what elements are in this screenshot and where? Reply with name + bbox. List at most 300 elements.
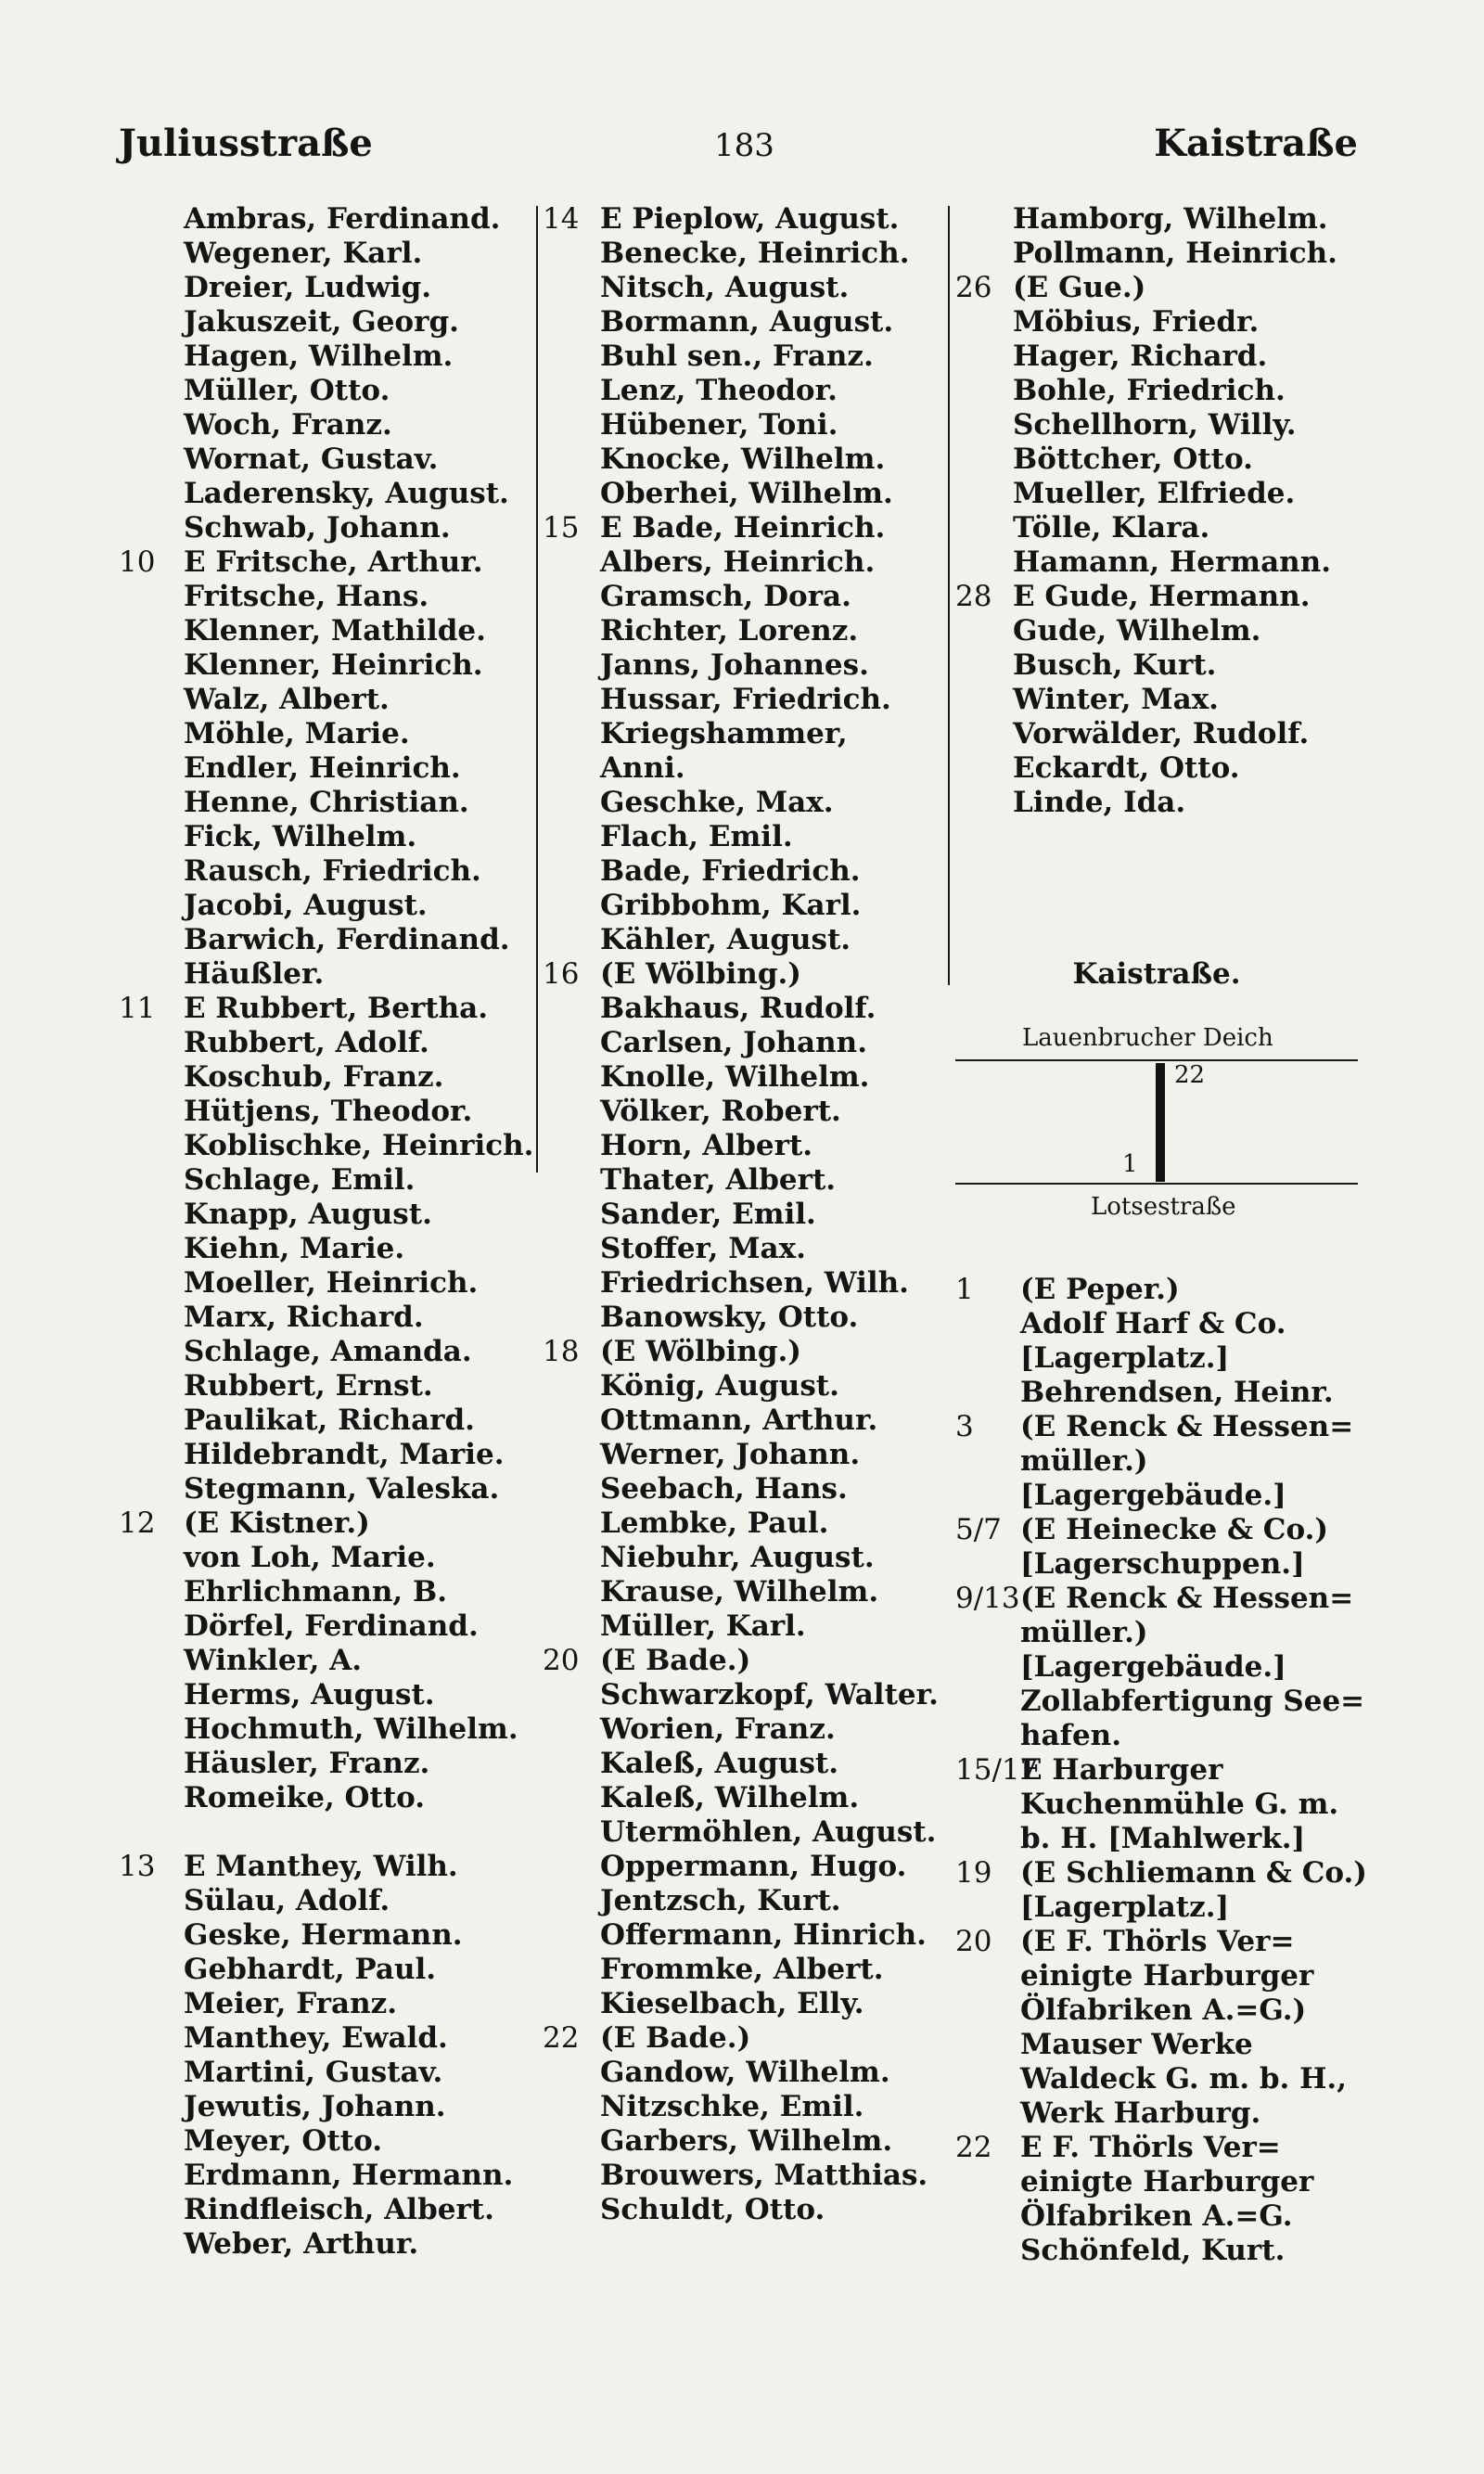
list-item <box>955 1547 1363 1582</box>
resident-entry: Oberhei, Wilhelm. <box>600 477 893 510</box>
resident-entry: Albers, Heinrich. <box>600 545 876 579</box>
list-item <box>119 477 531 511</box>
resident-entry: hafen. <box>1020 1719 1122 1752</box>
list-item <box>119 2090 531 2124</box>
list-item <box>119 1301 531 1335</box>
resident-entry: Stoffer, Max. <box>600 1232 806 1265</box>
list-item <box>955 1376 1363 1410</box>
list-item <box>543 2056 943 2090</box>
list-item <box>955 786 1363 820</box>
resident-entry: Friedrichsen, Wilh. <box>600 1266 909 1300</box>
list-item <box>543 1060 943 1095</box>
list-item <box>955 1685 1363 1719</box>
list-item <box>119 1438 531 1472</box>
list-item <box>543 271 943 305</box>
resident-entry: Häußler. <box>184 957 325 991</box>
resident-entry: [Lagerplatz.] <box>1020 1341 1230 1375</box>
resident-entry: Schlage, Amanda. <box>184 1335 472 1368</box>
resident-entry: Lenz, Theodor. <box>600 374 838 407</box>
list-item <box>119 271 531 305</box>
list-item <box>955 202 1363 237</box>
list-item <box>955 1719 1363 1753</box>
resident-entry: Lembke, Paul. <box>600 1506 829 1540</box>
resident-entry: Hamann, Hermann. <box>1013 545 1332 579</box>
list-item <box>955 305 1363 340</box>
list-item <box>955 1410 1363 1444</box>
list-item <box>543 202 943 237</box>
resident-entry: [Lagergebäude.] <box>1020 1479 1286 1512</box>
house-number: 16 <box>543 957 580 991</box>
list-item <box>543 1644 943 1678</box>
resident-entry: Winkler, A. <box>184 1644 363 1677</box>
resident-entry: Worien, Franz. <box>600 1712 836 1746</box>
list-item <box>543 1129 943 1163</box>
diagram-number-top: 22 <box>1174 1061 1206 1089</box>
list-item <box>955 1616 1363 1650</box>
list-item <box>119 889 531 923</box>
resident-entry: Hamborg, Wilhelm. <box>1013 202 1328 236</box>
list-item <box>119 202 531 237</box>
list-item <box>955 237 1363 271</box>
list-item <box>543 957 943 992</box>
resident-entry: Dörfel, Ferdinand. <box>184 1609 479 1643</box>
list-item <box>119 580 531 614</box>
resident-entry: Kiehn, Marie. <box>184 1232 405 1265</box>
resident-entry: Winter, Max. <box>1013 683 1219 716</box>
resident-entry: Seebach, Hans. <box>600 1472 848 1506</box>
list-item <box>119 1472 531 1506</box>
list-item <box>955 614 1363 648</box>
resident-entry: Niebuhr, August. <box>600 1541 875 1574</box>
list-item <box>119 1369 531 1404</box>
resident-entry: Klenner, Heinrich. <box>184 648 483 682</box>
list-item <box>119 2193 531 2227</box>
list-item <box>119 1541 531 1575</box>
resident-entry: Vorwälder, Rudolf. <box>1013 717 1310 750</box>
list-item <box>119 717 531 751</box>
list-item <box>119 1129 534 1163</box>
resident-entry: Schlage, Emil. <box>184 1163 416 1197</box>
list-item <box>543 1404 943 1438</box>
list-item <box>543 1678 943 1712</box>
list-item <box>543 408 943 442</box>
resident-entry: Werner, Johann. <box>600 1438 861 1471</box>
resident-entry: König, August. <box>600 1369 839 1403</box>
diagram-top-line <box>955 1059 1358 1061</box>
list-item <box>119 511 531 545</box>
list-item <box>119 992 531 1026</box>
resident-entry: Jewutis, Johann. <box>184 2090 446 2123</box>
header-left-street: Juliusstraße <box>119 122 373 165</box>
list-item <box>119 237 531 271</box>
column-2 <box>543 202 943 2227</box>
resident-entry: Kaleß, August. <box>600 1747 839 1780</box>
list-item <box>119 1884 531 1918</box>
section-title-row <box>955 957 1358 992</box>
list-item <box>955 1582 1363 1616</box>
list-item <box>543 442 943 477</box>
resident-entry: Gebhardt, Paul. <box>184 1953 437 1986</box>
resident-entry: Nitzschke, Emil. <box>600 2090 864 2123</box>
resident-entry: Waldeck G. m. b. H., <box>1020 2062 1348 2096</box>
list-item <box>955 2234 1363 2268</box>
list-item <box>955 1822 1363 1856</box>
list-item <box>543 786 943 820</box>
resident-entry: Marx, Richard. <box>184 1301 424 1334</box>
resident-entry: Janns, Johannes. <box>600 648 869 682</box>
list-item <box>955 1444 1363 1479</box>
resident-entry: Flach, Emil. <box>600 820 793 853</box>
resident-entry: Knocke, Wilhelm. <box>600 442 886 476</box>
resident-entry: E Rubbert, Bertha. <box>184 992 489 1025</box>
list-item <box>955 1788 1363 1822</box>
resident-entry: Nitsch, August. <box>600 271 850 304</box>
list-item <box>543 1987 943 2021</box>
list-item <box>543 1575 943 1609</box>
list-item <box>955 683 1363 717</box>
list-item <box>119 1953 531 1987</box>
resident-entry: Fick, Wilhelm. <box>184 820 417 853</box>
list-item <box>543 1232 943 1266</box>
resident-entry: E F. Thörls Ver= <box>1020 2131 1281 2164</box>
resident-entry: Rubbert, Adolf. <box>184 1026 429 1059</box>
house-number: 9/13 <box>955 1582 1020 1615</box>
list-item <box>955 751 1363 786</box>
list-item <box>955 374 1363 408</box>
house-number: 26 <box>955 271 992 304</box>
house-number: 3 <box>955 1410 974 1443</box>
diagram-top-label: Lauenbrucher Deich <box>1022 1024 1273 1052</box>
resident-entry: [Lagerschuppen.] <box>1020 1547 1305 1581</box>
list-item <box>119 442 531 477</box>
house-number: 14 <box>543 202 580 236</box>
list-item <box>543 340 943 374</box>
list-item <box>119 751 531 786</box>
resident-entry: Moeller, Heinrich. <box>184 1266 479 1300</box>
list-item <box>543 237 943 271</box>
resident-entry: Geske, Hermann. <box>184 1918 463 1952</box>
resident-entry: E Gude, Hermann. <box>1013 580 1311 613</box>
list-item <box>543 305 943 340</box>
resident-entry: Frommke, Albert. <box>600 1953 884 1986</box>
resident-entry: Bormann, August. <box>600 305 894 339</box>
list-item <box>119 1918 531 1953</box>
list-item <box>543 2159 943 2193</box>
list-item <box>543 2193 943 2227</box>
resident-entry: Hussar, Friedrich. <box>600 683 891 716</box>
list-item <box>543 854 943 889</box>
list-item <box>955 2062 1363 2096</box>
house-number: 13 <box>119 1850 156 1883</box>
list-item <box>955 442 1363 477</box>
resident-entry: Weber, Arthur. <box>184 2227 419 2261</box>
list-item <box>119 1506 531 1541</box>
section-title: Kaistraße. <box>1072 957 1241 991</box>
list-item <box>955 1959 1363 1993</box>
list-item <box>955 511 1363 545</box>
resident-entry: Müller, Otto. <box>184 374 390 407</box>
resident-entry: Herms, August. <box>184 1678 435 1711</box>
resident-entry: Schönfeld, Kurt. <box>1020 2234 1286 2267</box>
house-number: 18 <box>543 1335 580 1368</box>
list-item <box>119 1609 531 1644</box>
resident-entry: Hager, Richard. <box>1013 340 1268 373</box>
house-number: 10 <box>119 545 156 579</box>
list-item <box>119 2056 531 2090</box>
list-item <box>119 1712 531 1747</box>
resident-entry: Garbers, Wilhelm. <box>600 2124 893 2158</box>
resident-entry: Kaleß, Wilhelm. <box>600 1781 860 1814</box>
header-right-street: Kaistraße <box>1154 122 1358 165</box>
resident-entry: Schellhorn, Willy. <box>1013 408 1297 442</box>
resident-entry: Häusler, Franz. <box>184 1747 430 1780</box>
resident-entry: Ottmann, Arthur. <box>600 1404 878 1437</box>
list-item <box>955 1753 1363 1788</box>
list-item <box>955 477 1363 511</box>
resident-entry: Mauser Werke <box>1020 2028 1253 2061</box>
list-item <box>543 923 943 957</box>
resident-entry: Thater, Albert. <box>600 1163 837 1197</box>
list-item <box>119 614 531 648</box>
house-number: 20 <box>543 1644 580 1677</box>
list-item <box>119 854 531 889</box>
resident-entry: Banowsky, Otto. <box>600 1301 859 1334</box>
resident-entry: Gramsch, Dora. <box>600 580 851 613</box>
list-item <box>119 957 531 992</box>
list-item <box>119 1575 531 1609</box>
resident-entry: Oppermann, Hugo. <box>600 1850 907 1883</box>
resident-entry: Ehrlichmann, B. <box>184 1575 448 1609</box>
resident-entry: müller.) <box>1020 1444 1148 1478</box>
resident-entry: Linde, Ida. <box>1013 786 1186 819</box>
diagram-bottom-line <box>955 1183 1358 1185</box>
list-item <box>119 1095 531 1129</box>
list-item <box>543 2124 943 2159</box>
resident-entry: (E Schliemann & Co.) <box>1020 1856 1367 1890</box>
resident-entry: Barwich, Ferdinand. <box>184 923 510 956</box>
resident-entry: Manthey, Ewald. <box>184 2021 448 2055</box>
resident-entry: Möhle, Marie. <box>184 717 410 750</box>
list-item <box>119 1987 531 2021</box>
list-item <box>119 374 531 408</box>
resident-entry: Völker, Robert. <box>600 1095 841 1128</box>
list-item <box>119 1232 531 1266</box>
list-item <box>543 717 943 751</box>
resident-entry: Woch, Franz. <box>184 408 392 442</box>
resident-entry: Erdmann, Hermann. <box>184 2159 514 2192</box>
list-item <box>543 1266 943 1301</box>
resident-entry: Carlsen, Johann. <box>600 1026 868 1059</box>
list-item <box>543 1163 943 1198</box>
list-item <box>543 1747 943 1781</box>
house-number: 15 <box>543 511 580 545</box>
resident-entry: Utermöhlen, August. <box>600 1815 937 1849</box>
house-number: 1 <box>955 1273 974 1306</box>
resident-entry: Hübener, Toni. <box>600 408 838 442</box>
house-number: 11 <box>119 992 156 1025</box>
resident-entry: Geschke, Max. <box>600 786 834 819</box>
resident-entry: Gude, Wilhelm. <box>1013 614 1261 647</box>
resident-entry: Behrendsen, Heinr. <box>1020 1376 1334 1409</box>
column-3-bottom <box>955 1273 1367 2268</box>
resident-entry: Rindfleisch, Albert. <box>184 2193 494 2226</box>
resident-entry: Meyer, Otto. <box>184 2124 383 2158</box>
list-item <box>955 2199 1363 2234</box>
list-item <box>955 1891 1363 1925</box>
list-item <box>543 1541 943 1575</box>
resident-entry: b. H. [Mahlwerk.] <box>1020 1822 1306 1855</box>
resident-entry: [Lagergebäude.] <box>1020 1650 1286 1684</box>
resident-entry: Koschub, Franz. <box>184 1060 444 1094</box>
list-item <box>119 648 531 683</box>
resident-entry: von Loh, Marie. <box>184 1541 436 1574</box>
resident-entry: (E Kistner.) <box>184 1506 370 1540</box>
resident-entry: Henne, Christian. <box>184 786 469 819</box>
list-item <box>543 1781 943 1815</box>
list-item <box>119 1850 531 1884</box>
resident-entry: (E Bade.) <box>600 2021 751 2055</box>
list-item <box>543 751 943 786</box>
list-item <box>543 1335 943 1369</box>
diagram-bottom-label: Lotsestraße <box>1091 1193 1236 1221</box>
resident-entry: Koblischke, Heinrich. <box>184 1129 534 1162</box>
resident-entry: einigte Harburger <box>1020 2165 1314 2198</box>
list-item <box>119 305 531 340</box>
resident-entry: Hochmuth, Wilhelm. <box>184 1712 518 1746</box>
list-item <box>955 717 1363 751</box>
list-item <box>955 2165 1363 2199</box>
resident-entry: Kuchenmühle G. m. <box>1020 1788 1339 1821</box>
list-item <box>543 1198 943 1232</box>
resident-entry: einigte Harburger <box>1020 1959 1314 1993</box>
column-1 <box>119 202 534 2262</box>
resident-entry: Pollmann, Heinrich. <box>1013 237 1337 270</box>
list-item <box>119 1404 531 1438</box>
list-item <box>119 923 531 957</box>
list-item <box>543 614 943 648</box>
resident-entry: müller.) <box>1020 1616 1148 1649</box>
list-item <box>119 2021 531 2056</box>
resident-entry: Ambras, Ferdinand. <box>184 202 501 236</box>
list-item <box>119 1781 531 1815</box>
list-item <box>119 1163 531 1198</box>
resident-entry: Adolf Harf & Co. <box>1020 1307 1286 1340</box>
resident-entry: Stegmann, Valeska. <box>184 1472 500 1506</box>
list-item <box>955 1650 1363 1685</box>
resident-entry: Hildebrandt, Marie. <box>184 1438 505 1471</box>
resident-entry: Ölfabriken A.=G. <box>1020 2199 1293 2233</box>
list-item <box>119 1335 531 1369</box>
diagram-street-line <box>1156 1063 1165 1182</box>
resident-entry: Schuldt, Otto. <box>600 2193 825 2226</box>
list-item <box>119 340 531 374</box>
resident-entry: Klenner, Mathilde. <box>184 614 486 647</box>
list-item <box>543 1301 943 1335</box>
list-item <box>543 648 943 683</box>
list-item <box>543 1712 943 1747</box>
resident-entry: E Manthey, Wilh. <box>184 1850 458 1883</box>
resident-entry: Jacobi, August. <box>184 889 428 922</box>
resident-entry: (E Gue.) <box>1013 271 1146 304</box>
list-item <box>955 340 1363 374</box>
house-number: 12 <box>119 1506 156 1540</box>
resident-entry: Tölle, Klara. <box>1013 511 1210 545</box>
list-item <box>119 2159 531 2193</box>
resident-entry: Werk Harburg. <box>1020 2096 1261 2130</box>
list-item <box>955 1341 1363 1376</box>
resident-entry: [Lagerplatz.] <box>1020 1891 1230 1924</box>
resident-entry: Bade, Friedrich. <box>600 854 861 888</box>
resident-entry: Bohle, Friedrich. <box>1013 374 1286 407</box>
list-item <box>119 786 531 820</box>
house-number: 28 <box>955 580 992 613</box>
list-item <box>955 1993 1363 2028</box>
list-item <box>119 2124 531 2159</box>
resident-entry: E Pieplow, August. <box>600 202 900 236</box>
list-item <box>955 1273 1363 1307</box>
list-item <box>543 545 943 580</box>
list-item <box>543 1026 943 1060</box>
list-item <box>955 1479 1363 1513</box>
resident-entry: Wornat, Gustav. <box>184 442 439 476</box>
list-item <box>955 2131 1363 2165</box>
list-item <box>543 1609 943 1644</box>
resident-entry: (E Wölbing.) <box>600 957 801 991</box>
list-item <box>119 1815 531 1850</box>
resident-entry: Richter, Lorenz. <box>600 614 859 647</box>
diagram-number-bottom: 1 <box>1122 1150 1138 1178</box>
resident-entry: (E Bade.) <box>600 1644 751 1677</box>
resident-entry: (E Renck & Hessen= <box>1020 1582 1354 1615</box>
list-item <box>543 1815 943 1850</box>
resident-entry: Kähler, August. <box>600 923 851 956</box>
house-number: 20 <box>955 1925 992 1958</box>
resident-entry: Möbius, Friedr. <box>1013 305 1260 339</box>
list-item <box>543 1438 943 1472</box>
resident-entry: E Bade, Heinrich. <box>600 511 886 545</box>
resident-entry: Gribbohm, Karl. <box>600 889 862 922</box>
street-diagram <box>955 1020 1358 1236</box>
resident-entry: (E Wölbing.) <box>600 1335 801 1368</box>
resident-entry: Benecke, Heinrich. <box>600 237 910 270</box>
list-item <box>543 1850 943 1884</box>
list-item <box>119 1678 531 1712</box>
list-item <box>119 683 531 717</box>
resident-entry: Kieselbach, Elly. <box>600 1987 864 2020</box>
resident-entry: Wegener, Karl. <box>184 237 423 270</box>
list-item <box>955 1925 1363 1959</box>
resident-entry: Meier, Franz. <box>184 1987 398 2020</box>
list-item <box>543 1095 943 1129</box>
resident-entry: Jentzsch, Kurt. <box>600 1884 841 1917</box>
resident-entry: Fritsche, Hans. <box>184 580 429 613</box>
column-3-top <box>955 202 1363 820</box>
list-item <box>119 1026 531 1060</box>
resident-entry: Schwab, Johann. <box>184 511 451 545</box>
resident-entry: Zollabfertigung See= <box>1020 1685 1365 1718</box>
page-number: 183 <box>714 127 774 164</box>
resident-entry: (E Renck & Hessen= <box>1020 1410 1354 1443</box>
resident-entry: (E Heinecke & Co.) <box>1020 1513 1329 1546</box>
resident-entry: E Harburger <box>1020 1753 1223 1787</box>
resident-entry: Sander, Emil. <box>600 1198 816 1231</box>
resident-entry: Mueller, Elfriede. <box>1013 477 1296 510</box>
list-item <box>119 545 531 580</box>
list-item <box>543 2021 943 2056</box>
house-number: 22 <box>955 2131 992 2164</box>
resident-entry: Buhl sen., Franz. <box>600 340 874 373</box>
list-item <box>543 511 943 545</box>
